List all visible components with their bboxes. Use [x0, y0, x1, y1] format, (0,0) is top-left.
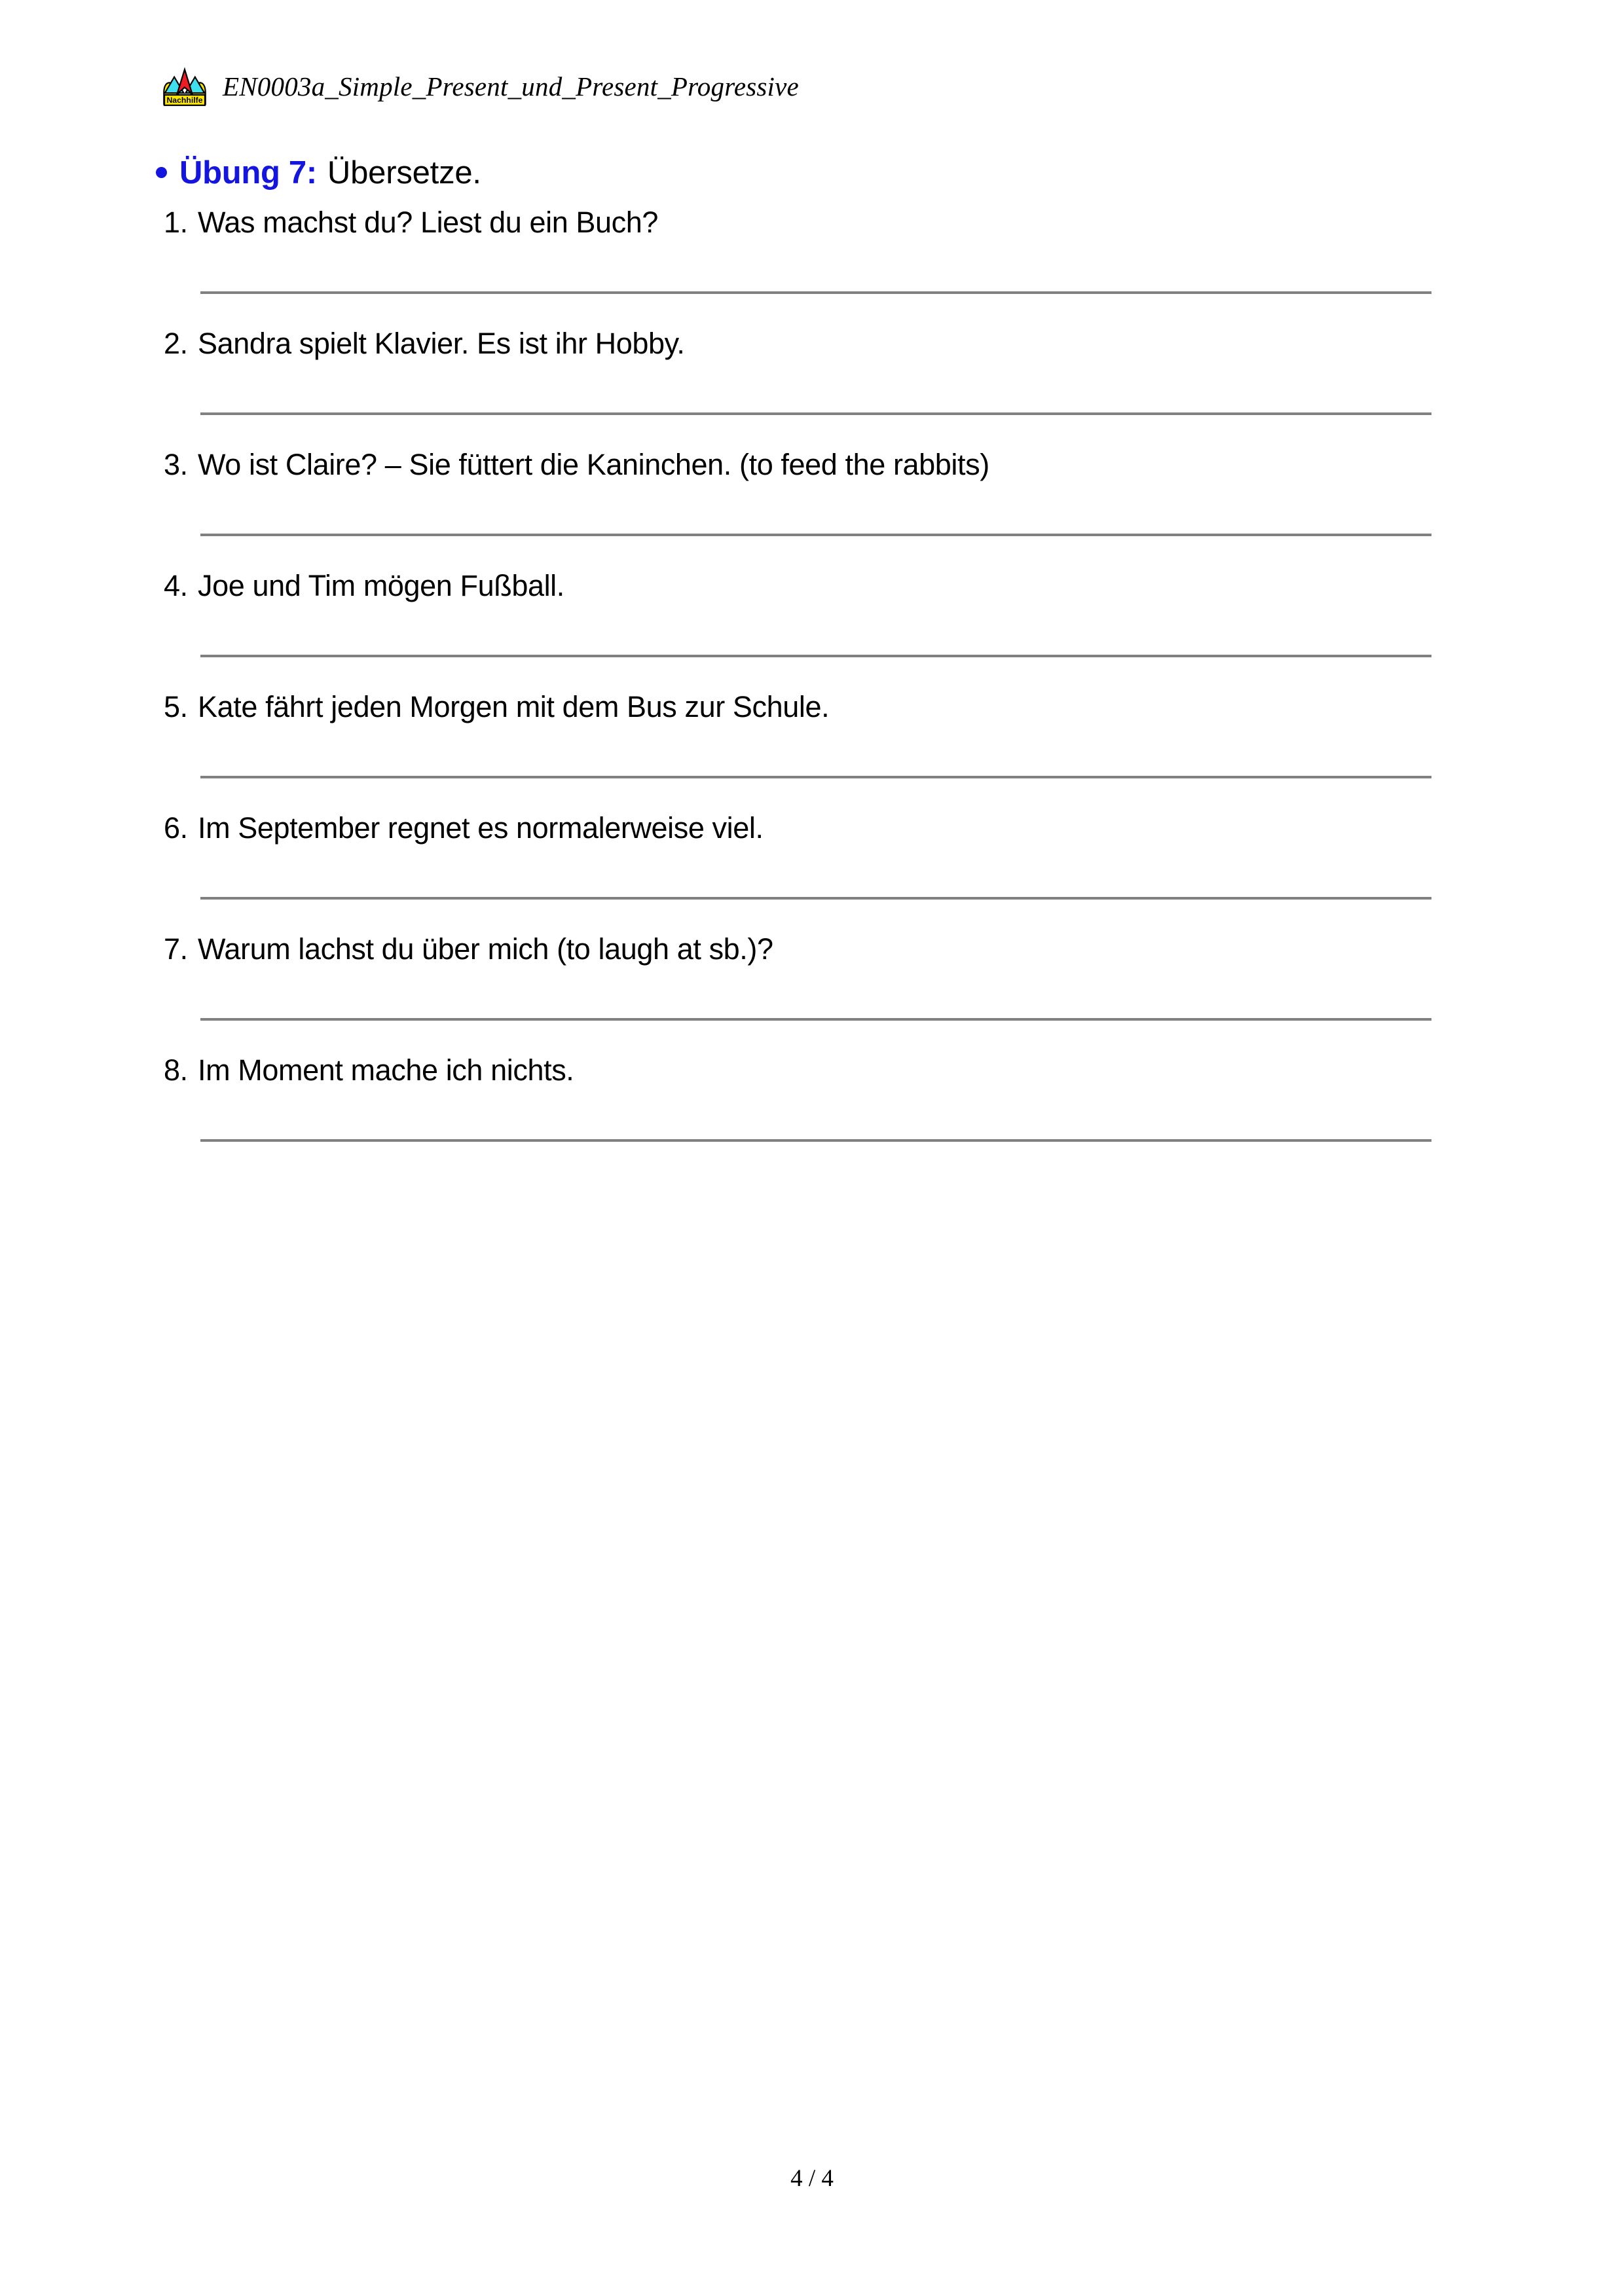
question-text: Im September regnet es normalerweise viel. [198, 811, 764, 845]
question-item [0, 1053, 1624, 1175]
question-row [164, 932, 773, 966]
question-item [0, 448, 1624, 569]
question-text: Joe und Tim mögen Fußball. [198, 569, 564, 602]
question-row [164, 690, 829, 724]
question-text: Warum lachst du über mich (to laugh at sb.)? [198, 932, 773, 966]
answer-line[interactable] [200, 291, 1431, 294]
answer-line[interactable] [200, 1139, 1431, 1142]
question-row [164, 448, 989, 482]
question-row [164, 206, 658, 240]
answer-line[interactable] [200, 412, 1431, 415]
question-item [0, 811, 1624, 932]
question-item [0, 932, 1624, 1053]
answer-line[interactable] [200, 655, 1431, 657]
answer-line[interactable] [200, 534, 1431, 536]
exercise-label: Übung 7: [179, 155, 317, 191]
question-item [0, 327, 1624, 448]
question-item [0, 690, 1624, 811]
answer-line[interactable] [200, 897, 1431, 900]
question-text: Im Moment mache ich nichts. [198, 1053, 574, 1087]
question-number: 7. [164, 932, 188, 966]
question-item [0, 569, 1624, 690]
document-title: EN0003a_Simple_Present_und_Present_Progressive [223, 71, 799, 101]
page-number: 4 / 4 [790, 2165, 834, 2192]
answer-line[interactable] [200, 776, 1431, 778]
exercise-heading [156, 155, 481, 191]
bullet-dot-icon [156, 167, 167, 178]
question-number: 4. [164, 569, 188, 602]
question-text: Was machst du? Liest du ein Buch? [198, 206, 659, 239]
question-row [164, 1053, 574, 1087]
question-number: 2. [164, 327, 188, 360]
question-number: 6. [164, 811, 188, 845]
exercise-instruction: Übersetze. [327, 155, 481, 191]
question-item [0, 206, 1624, 327]
question-row [164, 327, 685, 361]
answer-line[interactable] [200, 1018, 1431, 1021]
question-list [0, 206, 1624, 1175]
question-number: 1. [164, 206, 188, 239]
document-header [161, 63, 799, 110]
question-text: Kate fährt jeden Morgen mit dem Bus zur Schule. [198, 690, 830, 723]
question-row [164, 811, 764, 845]
question-number: 8. [164, 1053, 188, 1087]
question-text: Sandra spielt Klavier. Es ist ihr Hobby. [198, 327, 685, 360]
question-number: 5. [164, 690, 188, 723]
question-text: Wo ist Claire? – Sie füttert die Kaninchen. (to feed the rabbits) [198, 448, 989, 481]
question-number: 3. [164, 448, 188, 481]
question-row [164, 569, 564, 603]
page-footer [0, 2164, 1624, 2193]
nachhilfe-mountain-logo-icon [161, 63, 208, 110]
logo-wordmark: Nachhilfe [166, 96, 203, 105]
